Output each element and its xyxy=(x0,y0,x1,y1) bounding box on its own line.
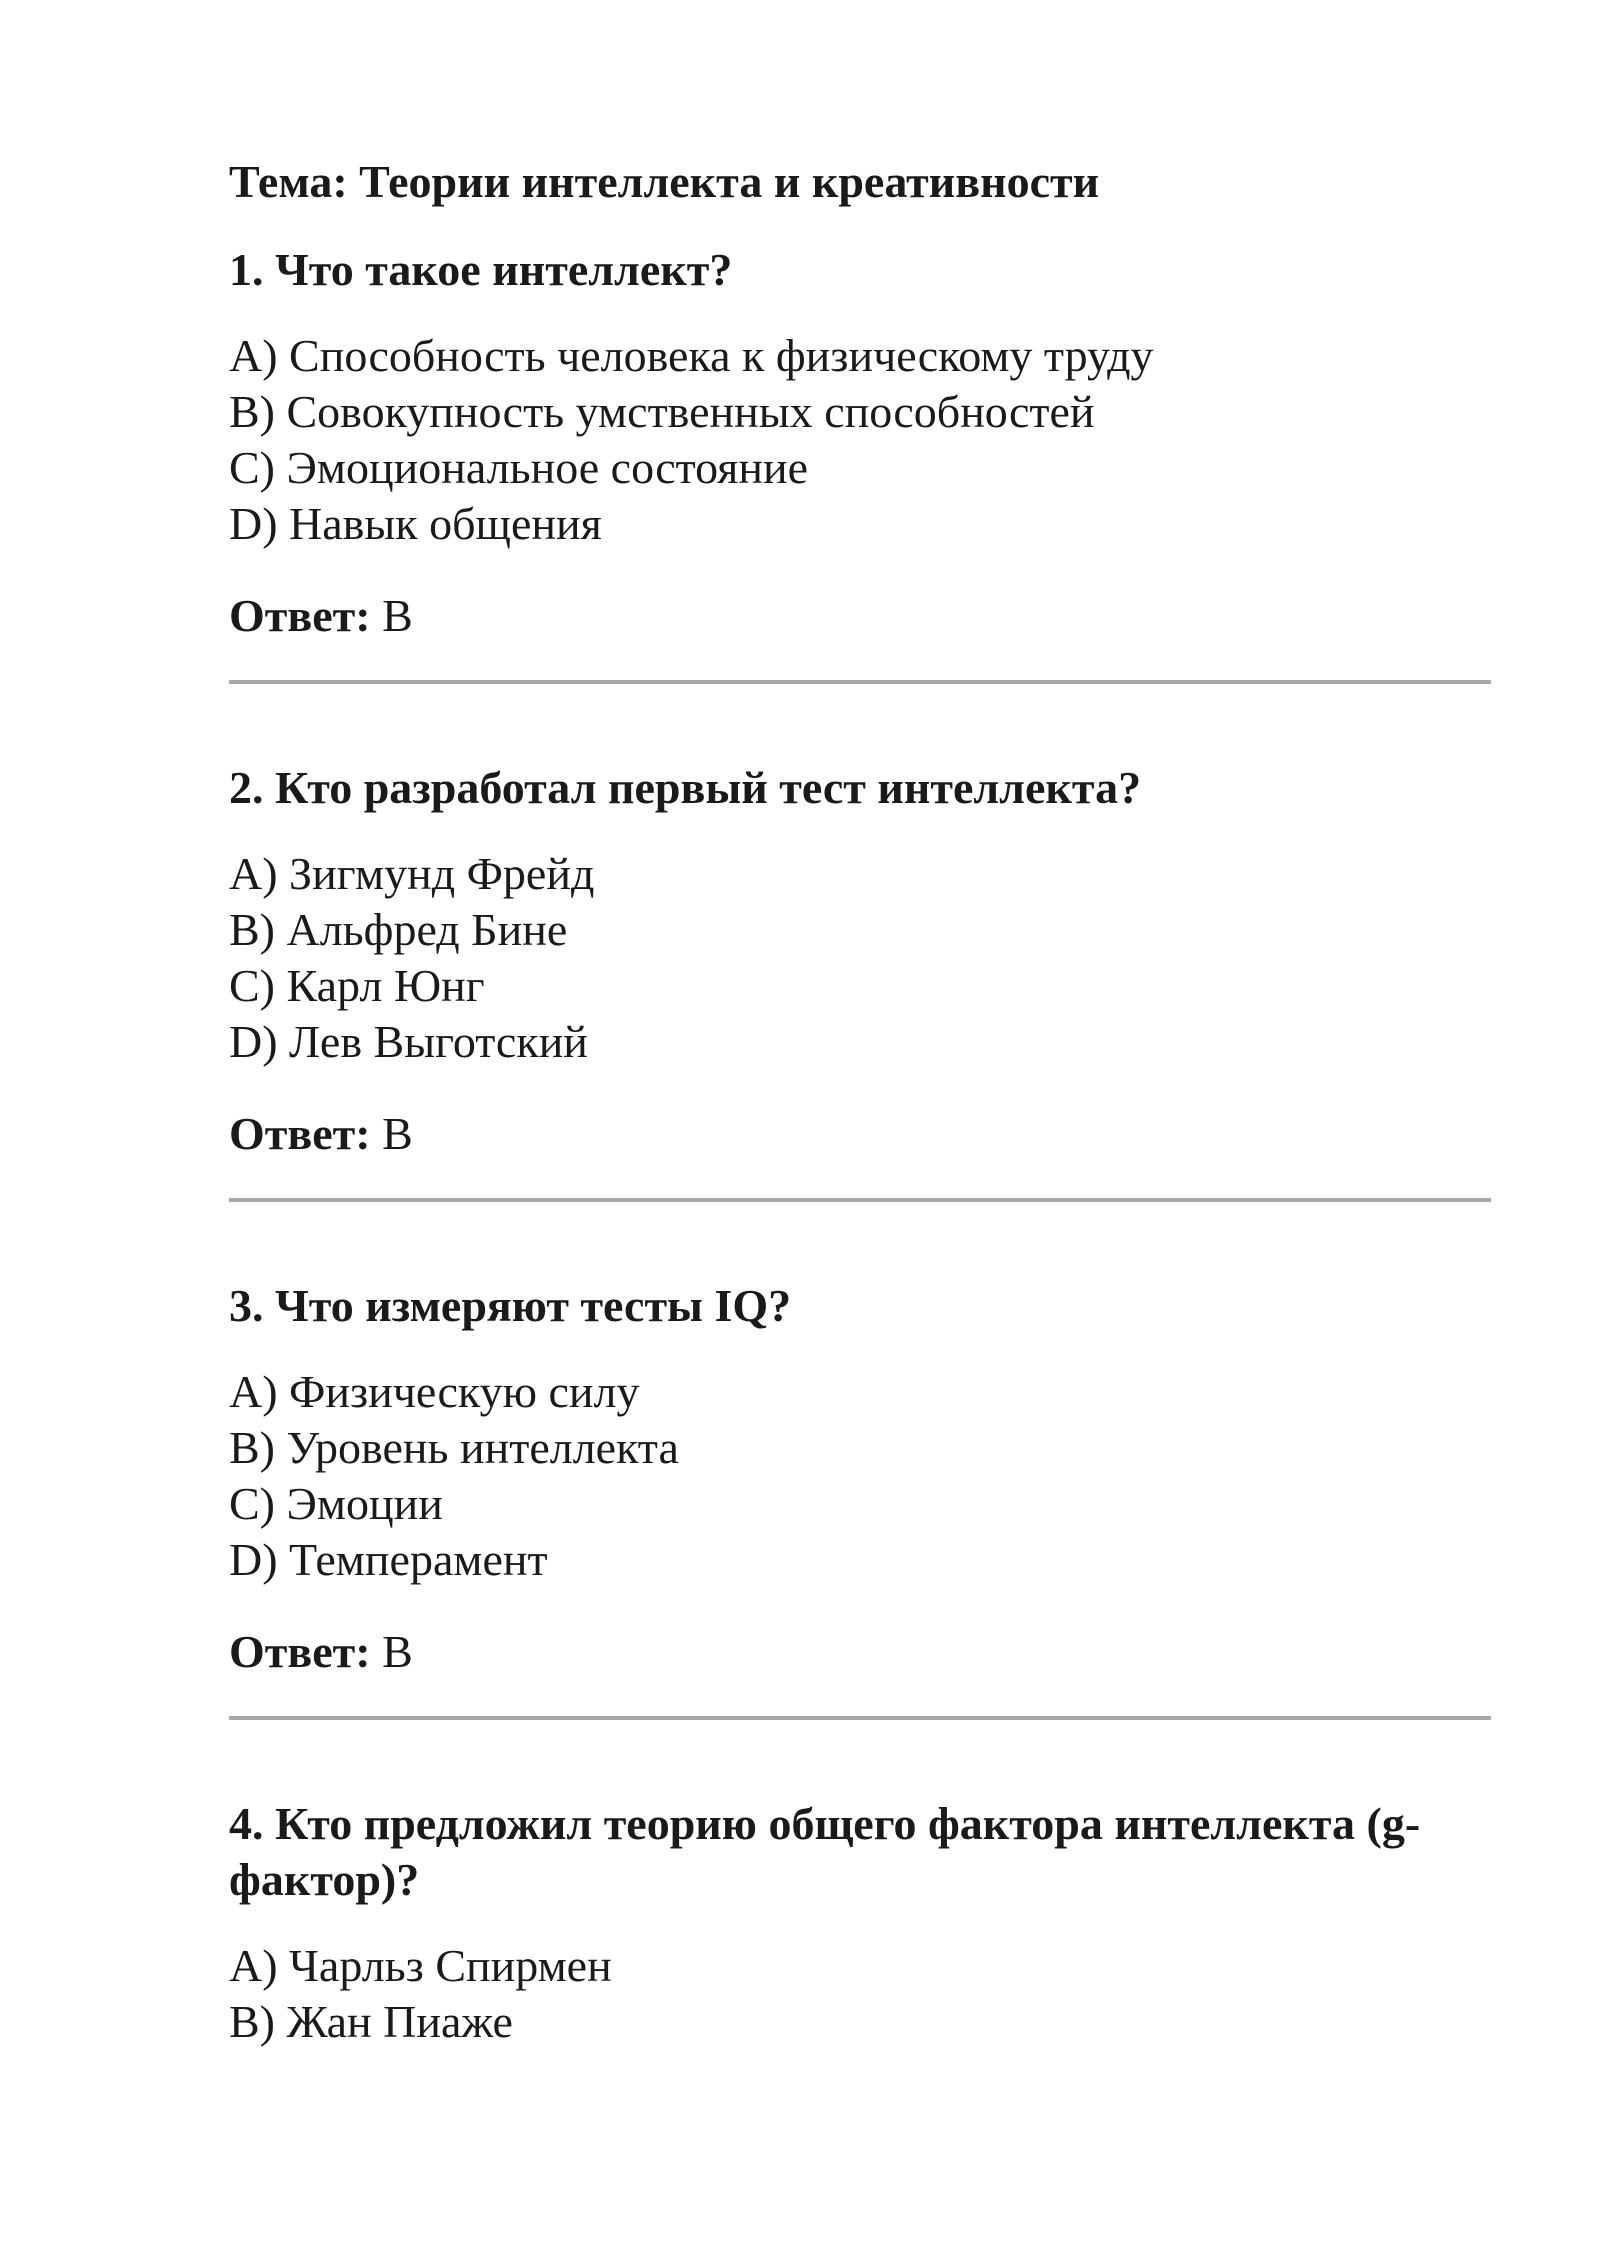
option-a: A) Зигмунд Фрейд xyxy=(229,848,595,899)
option-b: B) Совокупность умственных способностей xyxy=(229,386,1095,437)
option-c: C) Карл Юнг xyxy=(229,960,485,1011)
question-block xyxy=(229,1796,1491,2050)
option-a: A) Физическую силу xyxy=(229,1366,640,1417)
answer-label: Ответ: xyxy=(229,1626,371,1677)
question-block xyxy=(229,242,1491,684)
divider xyxy=(229,1716,1491,1720)
answer-line xyxy=(229,588,1491,644)
question-title: 1. Что такое интеллект? xyxy=(229,244,733,295)
option-a: A) Способность человека к физическому труду xyxy=(229,330,1154,381)
answer-line xyxy=(229,1106,1491,1162)
divider xyxy=(229,680,1491,684)
option-d: D) Темперамент xyxy=(229,1534,548,1585)
option-b: B) Уровень интеллекта xyxy=(229,1422,679,1473)
option-list xyxy=(229,846,1491,1070)
question-title: 4. Кто предложил теорию общего фактора интеллекта (g-фактор)? xyxy=(229,1798,1421,1905)
option-b: B) Альфред Бине xyxy=(229,904,568,955)
option-d: D) Навык общения xyxy=(229,498,602,549)
question-block xyxy=(229,1278,1491,1720)
divider xyxy=(229,1198,1491,1202)
question-title: 2. Кто разработал первый тест интеллекта? xyxy=(229,762,1142,813)
answer-label: Ответ: xyxy=(229,590,371,641)
answer-line xyxy=(229,1624,1491,1680)
option-a: A) Чарльз Спирмен xyxy=(229,1940,612,1991)
option-d: D) Лев Выготский xyxy=(229,1016,588,1067)
document-topic: Тема: Теории интеллекта и креативности xyxy=(229,156,1100,207)
option-list xyxy=(229,328,1491,552)
document-page xyxy=(229,150,1491,2086)
answer-value: B xyxy=(382,1626,413,1677)
answer-label: Ответ: xyxy=(229,1108,371,1159)
option-c: C) Эмоциональное состояние xyxy=(229,442,809,493)
question-block xyxy=(229,760,1491,1202)
option-list xyxy=(229,1364,1491,1588)
answer-value: B xyxy=(382,590,413,641)
option-b: B) Жан Пиаже xyxy=(229,1996,513,2047)
option-c: C) Эмоции xyxy=(229,1478,443,1529)
option-list xyxy=(229,1938,1491,2050)
answer-value: B xyxy=(382,1108,413,1159)
question-title: 3. Что измеряют тесты IQ? xyxy=(229,1280,792,1331)
